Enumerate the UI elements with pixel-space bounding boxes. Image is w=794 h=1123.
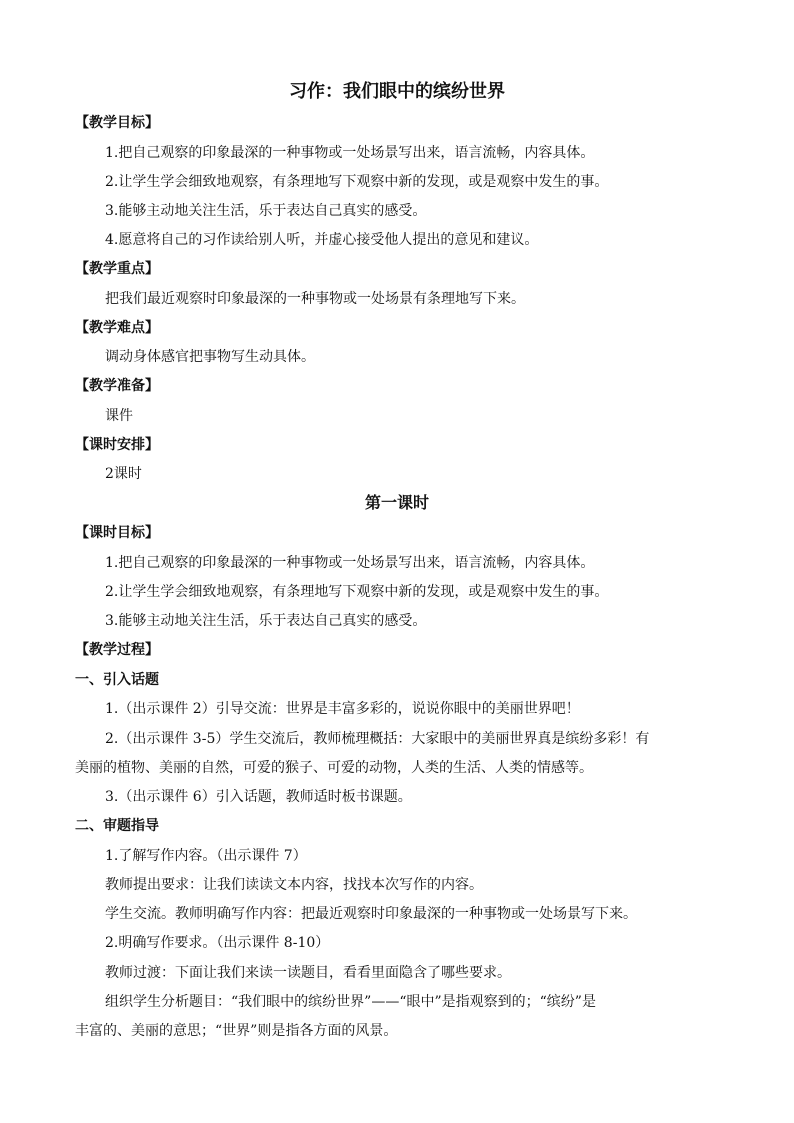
key-points-text: 把我们最近观察时印象最深的一种事物或一处场景有条理地写下来。 bbox=[105, 291, 525, 307]
teaching-goal-4: 4.愿意将自己的习作读给别人听，并虚心接受他人提出的意见和建议。 bbox=[105, 232, 539, 248]
document-title: 习作：我们眼中的缤纷世界 bbox=[289, 81, 505, 102]
preparation-heading: 【教学准备】 bbox=[75, 378, 159, 394]
difficulties-heading: 【教学难点】 bbox=[75, 320, 159, 336]
section2-paragraph-2: 教师提出要求：让我们读读文本内容，找找本次写作的内容。 bbox=[105, 877, 483, 893]
section2-paragraph-1: 1.了解写作内容。（出示课件 7） bbox=[105, 848, 307, 864]
lesson-goal-1: 1.把自己观察的印象最深的一种事物或一处场景写出来，语言流畅，内容具体。 bbox=[105, 555, 595, 571]
section1-paragraph-2a: 2.（出示课件 3-5）学生交流后，教师梳理概括：大家眼中的美丽世界真是缤纷多彩！有 bbox=[105, 731, 650, 747]
schedule-text: 2课时 bbox=[105, 466, 142, 482]
lesson-goals-heading: 【课时目标】 bbox=[75, 525, 159, 541]
section1-heading: 一、引入话题 bbox=[75, 672, 159, 688]
section1-paragraph-3: 3.（出示课件 6）引入话题，教师适时板书课题。 bbox=[105, 789, 412, 805]
section1-paragraph-2b: 美丽的植物、美丽的自然，可爱的猴子、可爱的动物，人类的生活、人类的情感等。 bbox=[75, 760, 593, 776]
teaching-goal-2: 2.让学生学会细致地观察，有条理地写下观察中新的发现，或是观察中发生的事。 bbox=[105, 174, 609, 190]
section1-paragraph-1: 1.（出示课件 2）引导交流：世界是丰富多彩的，说说你眼中的美丽世界吧！ bbox=[105, 701, 580, 717]
section2-heading: 二、审题指导 bbox=[75, 818, 159, 834]
teaching-goal-1: 1.把自己观察的印象最深的一种事物或一处场景写出来，语言流畅，内容具体。 bbox=[105, 145, 595, 161]
section2-paragraph-5: 教师过渡：下面让我们来读一读题目，看看里面隐含了哪些要求。 bbox=[105, 965, 511, 981]
lesson1-title: 第一课时 bbox=[364, 493, 429, 512]
schedule-heading: 【课时安排】 bbox=[75, 437, 159, 453]
process-heading: 【教学过程】 bbox=[75, 642, 159, 658]
teaching-goal-3: 3.能够主动地关注生活，乐于表达自己真实的感受。 bbox=[105, 203, 427, 219]
section2-paragraph-6b: 丰富的、美丽的意思；“世界”则是指各方面的风景。 bbox=[75, 1023, 398, 1039]
lesson-goal-2: 2.让学生学会细致地观察，有条理地写下观察中新的发现，或是观察中发生的事。 bbox=[105, 584, 609, 600]
lesson-goal-3: 3.能够主动地关注生活，乐于表达自己真实的感受。 bbox=[105, 613, 427, 629]
section2-paragraph-4: 2.明确写作要求。（出示课件 8-10） bbox=[105, 935, 330, 951]
teaching-goals-heading: 【教学目标】 bbox=[75, 115, 159, 131]
key-points-heading: 【教学重点】 bbox=[75, 261, 159, 277]
section2-paragraph-6a: 组织学生分析题目：“我们眼中的缤纷世界”——“眼中”是指观察到的；“缤纷”是 bbox=[105, 994, 596, 1010]
section2-paragraph-3: 学生交流。教师明确写作内容：把最近观察时印象最深的一种事物或一处场景写下来。 bbox=[105, 906, 637, 922]
difficulties-text: 调动身体感官把事物写生动具体。 bbox=[105, 349, 315, 365]
preparation-text: 课件 bbox=[105, 408, 133, 424]
